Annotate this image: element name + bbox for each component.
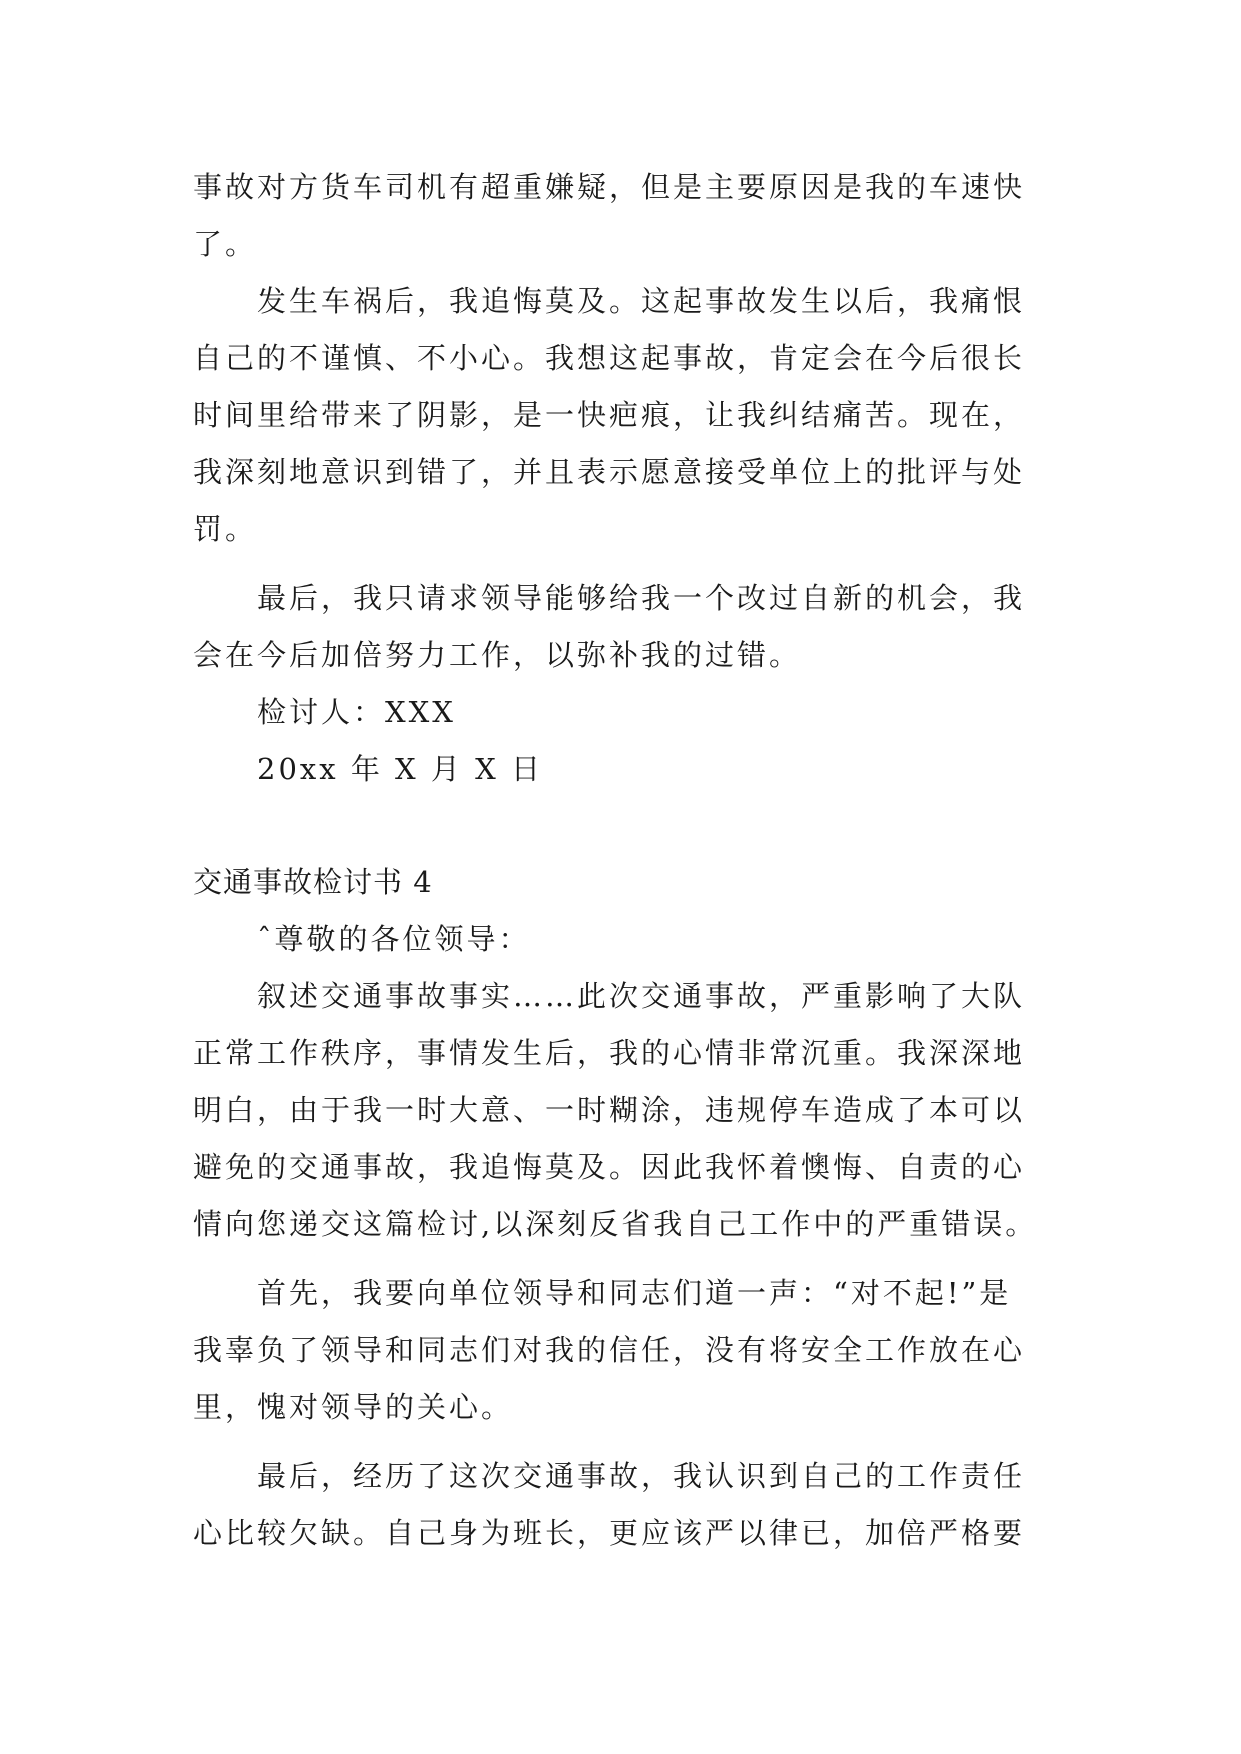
paragraph-line: 我深刻地意识到错了，并且表示愿意接受单位上的批评与处 xyxy=(193,455,1026,489)
section-title: 交通事故检讨书 4 xyxy=(193,865,433,899)
paragraph-line: 我辜负了领导和同志们对我的信任，没有将安全工作放在心 xyxy=(193,1333,1026,1367)
paragraph-line: 心比较欠缺。自己身为班长，更应该严以律已，加倍严格要 xyxy=(193,1516,1026,1550)
paragraph-line: 罚。 xyxy=(193,512,258,546)
salutation: ˆ尊敬的各位领导： xyxy=(257,922,531,956)
paragraph-line: 时间里给带来了阴影，是一快疤痕，让我纠结痛苦。现在， xyxy=(193,398,1026,432)
paragraph-line: 会在今后加倍努力工作，以弥补我的过错。 xyxy=(193,638,802,672)
paragraph-line: 发生车祸后，我追悔莫及。这起事故发生以后，我痛恨 xyxy=(257,284,1026,318)
paragraph-line: 最后，我只请求领导能够给我一个改过自新的机会，我 xyxy=(257,581,1026,615)
paragraph-line: 了。 xyxy=(193,227,258,261)
paragraph-line: 正常工作秩序，事情发生后，我的心情非常沉重。我深深地 xyxy=(193,1036,1026,1070)
paragraph-line: 情向您递交这篇检讨,以深刻反省我自己工作中的严重错误。 xyxy=(193,1207,1038,1241)
paragraph-line: 明白，由于我一时大意、一时糊涂，违规停车造成了本可以 xyxy=(193,1093,1026,1127)
paragraph-line: 首先，我要向单位领导和同志们道一声：“对不起!”是 xyxy=(257,1276,1012,1310)
paragraph-line: 最后，经历了这次交通事故，我认识到自己的工作责任 xyxy=(257,1459,1026,1493)
signature-line: 检讨人：XXX xyxy=(257,695,456,729)
paragraph-line: 自己的不谨慎、不小心。我想这起事故，肯定会在今后很长 xyxy=(193,341,1026,375)
paragraph-line: 里，愧对领导的关心。 xyxy=(193,1390,514,1424)
paragraph-line: 事故对方货车司机有超重嫌疑，但是主要原因是我的车速快 xyxy=(193,170,1026,204)
date-line: 20xx 年 X 月 X 日 xyxy=(257,752,543,786)
paragraph-line: 叙述交通事故事实……此次交通事故，严重影响了大队 xyxy=(257,979,1026,1013)
paragraph-line: 避免的交通事故，我追悔莫及。因此我怀着懊悔、自责的心 xyxy=(193,1150,1026,1184)
